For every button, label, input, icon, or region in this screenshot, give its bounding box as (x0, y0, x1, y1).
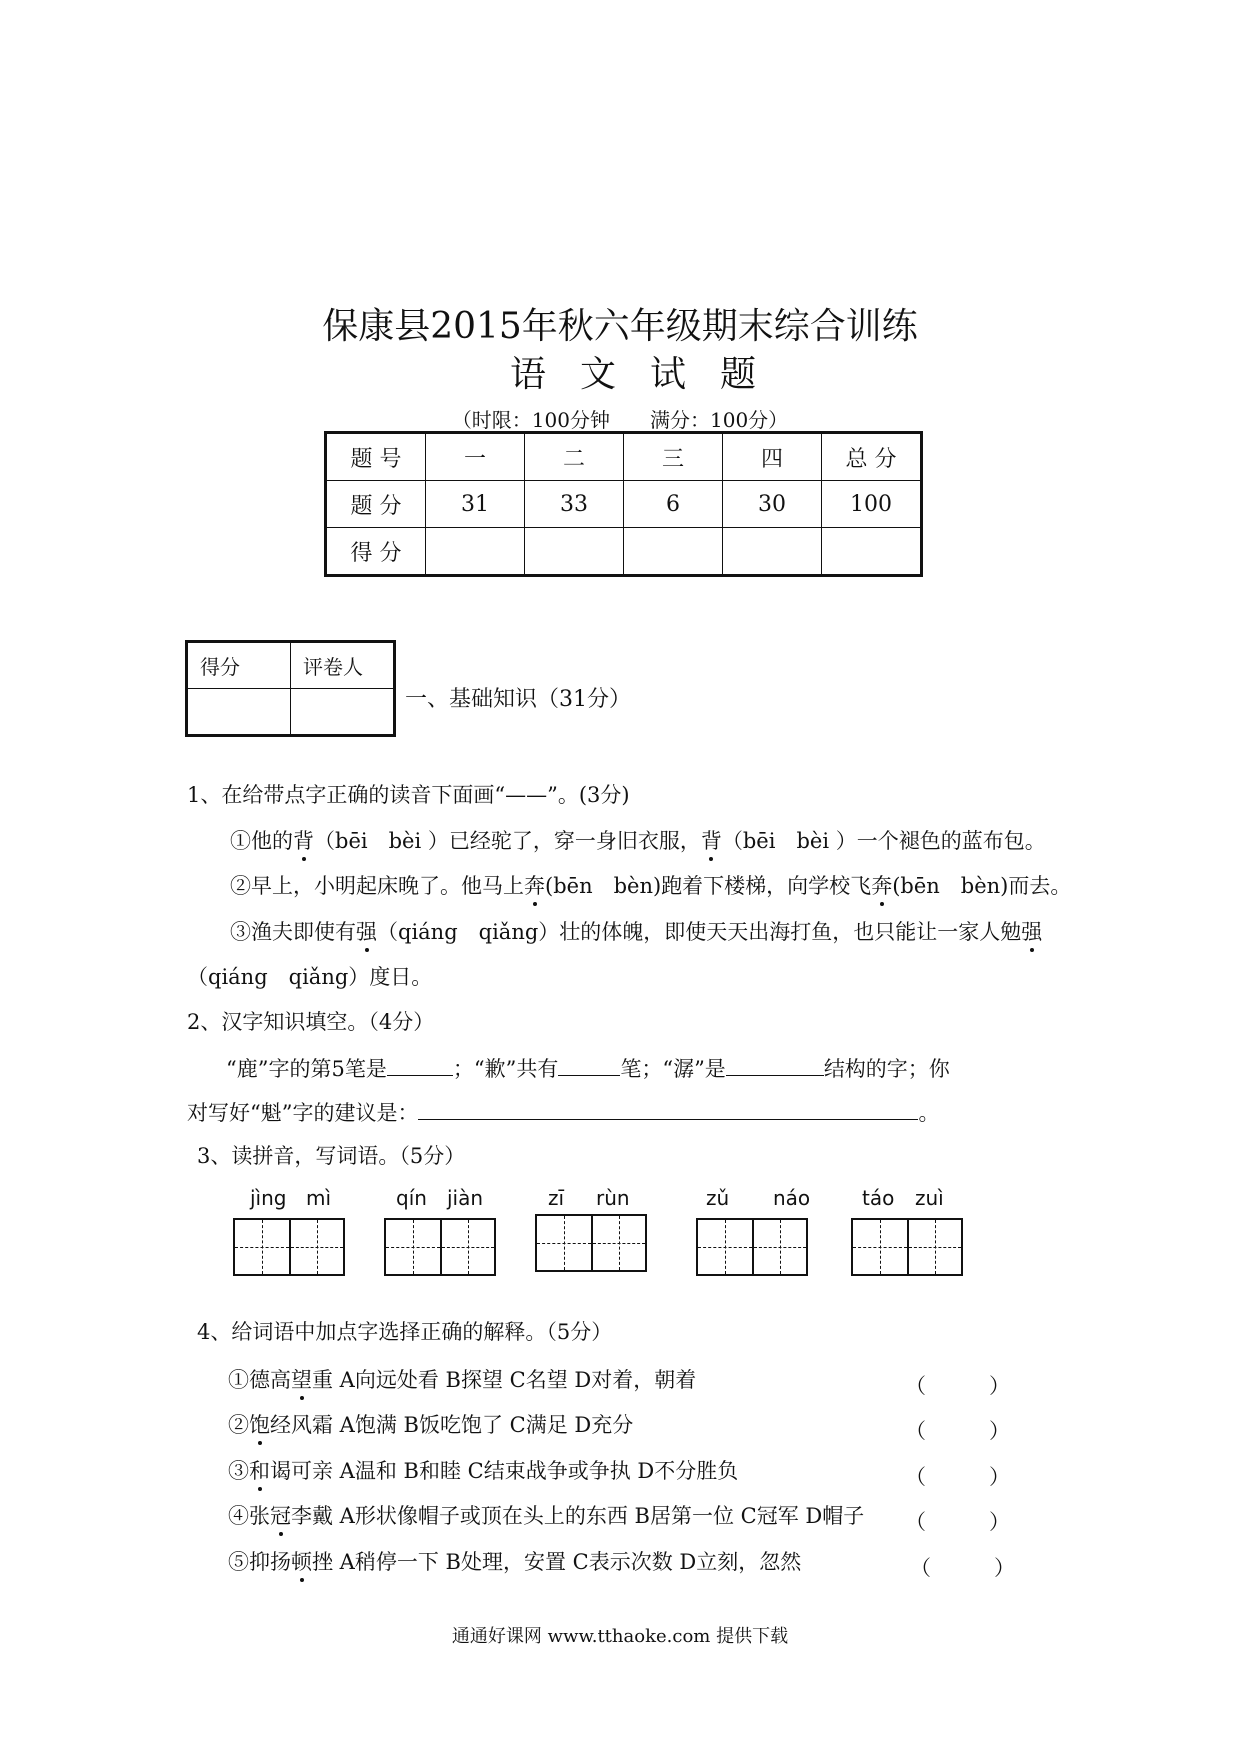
text: ；“歉”共有 (452, 1057, 559, 1081)
pinyin: mì (306, 1186, 332, 1210)
grader-name-label: 评卷人 (291, 642, 395, 689)
dotted-char: 背 (700, 829, 722, 853)
table-cell: 三 (624, 433, 723, 481)
grid-cell[interactable] (289, 1220, 343, 1274)
answer-blank[interactable] (726, 1057, 824, 1076)
table-cell: 一 (426, 433, 525, 481)
dotted-char: 望 (291, 1368, 312, 1392)
score-table (324, 431, 923, 577)
answer-parentheses[interactable]: （ ） (905, 1419, 1010, 1443)
grader-box (185, 640, 396, 737)
pinyin: táo (862, 1186, 895, 1210)
page-footer: 通通好课网 www.tthaoke.com 提供下载 (451, 1626, 789, 1647)
grid-cell[interactable] (386, 1220, 440, 1274)
text: ⑤抑扬 (228, 1550, 291, 1574)
text: 李戴 A形状像帽子或顶在头上的东西 B居第一位 C冠军 D帽子 (291, 1504, 865, 1528)
text: ①德高 (228, 1368, 291, 1392)
table-cell: 得 分 (326, 528, 426, 576)
text: (bēn bèn)而去。 (892, 874, 1072, 898)
score-input-cell[interactable] (624, 528, 723, 576)
text: 重 A向远处看 B探望 C名望 D对着，朝着 (312, 1368, 697, 1392)
table-cell: 33 (525, 481, 624, 528)
text: ①他的 (230, 829, 293, 853)
q4-item (228, 1370, 696, 1391)
grader-score-label: 得分 (187, 642, 291, 689)
section-title: 一、基础知识（31分） (405, 687, 631, 712)
text: 谒可亲 A温和 B和睦 C结束战争或争执 D不分胜负 (270, 1459, 739, 1483)
table-row (326, 528, 922, 576)
pinyin: zǔ (706, 1186, 730, 1210)
dotted-char: 奔 (871, 874, 893, 898)
score-input-cell[interactable] (822, 528, 922, 576)
dotted-char: 背 (293, 829, 314, 853)
table-row (326, 433, 922, 481)
dotted-char: 强 (1021, 920, 1043, 944)
pinyin: rùn (596, 1186, 630, 1210)
q1-stem: 1、在给带点字正确的读音下面画“——”。(3分) (187, 783, 630, 807)
pinyin: zī (548, 1186, 565, 1210)
text: 经风霜 A饱满 B饭吃饱了 C满足 D充分 (270, 1413, 634, 1437)
time-limit: （时限：100分钟 (451, 408, 610, 432)
score-input-cell[interactable] (525, 528, 624, 576)
full-marks: 满分：100分） (650, 408, 789, 432)
dotted-char: 冠 (270, 1504, 291, 1528)
dotted-char: 饱 (249, 1413, 270, 1437)
text: (bēn bèn)跑着下楼梯，向学校飞 (545, 874, 872, 898)
table-cell: 6 (624, 481, 723, 528)
q1-line3 (230, 922, 1042, 943)
grid-cell[interactable] (698, 1220, 752, 1274)
text: （bēi bèi ）已经驼了，穿一身旧衣服， (314, 829, 701, 853)
text: 对写好“魁”字的建议是： (187, 1101, 419, 1125)
answer-blank[interactable] (558, 1057, 620, 1076)
table-cell: 题 分 (326, 481, 426, 528)
table-row (326, 481, 922, 528)
grid-cell[interactable] (752, 1220, 806, 1274)
answer-parentheses[interactable]: （ ） (905, 1510, 1010, 1534)
q2-line1 (226, 1057, 950, 1080)
q4-item (228, 1506, 864, 1527)
grid-cell[interactable] (440, 1220, 494, 1274)
q2-line2 (187, 1101, 939, 1124)
writing-grid[interactable] (696, 1218, 808, 1276)
q4-item (228, 1461, 738, 1482)
grid-cell[interactable] (537, 1216, 591, 1270)
grid-cell[interactable] (235, 1220, 289, 1274)
exam-subtitle: 语文试题 (509, 354, 790, 395)
pinyin: qín (396, 1186, 427, 1210)
writing-grid[interactable] (535, 1214, 647, 1272)
dotted-char: 奔 (524, 874, 545, 898)
table-cell: 30 (723, 481, 822, 528)
answer-blank[interactable] (387, 1057, 453, 1076)
text: 结构的字；你 (823, 1057, 950, 1081)
score-input-cell[interactable] (426, 528, 525, 576)
writing-grid[interactable] (851, 1218, 963, 1276)
pinyin: jiàn (447, 1186, 484, 1210)
text: ④张 (228, 1504, 270, 1528)
text: ③ (228, 1459, 249, 1483)
grid-cell[interactable] (591, 1216, 645, 1270)
q3-stem: 3、读拼音，写词语。（5分） (197, 1144, 466, 1168)
dotted-char: 顿 (291, 1550, 312, 1574)
text: 。 (918, 1101, 940, 1125)
table-cell: 总 分 (822, 433, 922, 481)
text: “鹿”字的第5笔是 (226, 1057, 387, 1081)
table-cell: 31 (426, 481, 525, 528)
exam-meta (0, 404, 1240, 433)
grader-score-field[interactable] (187, 689, 291, 736)
writing-grid[interactable] (384, 1218, 496, 1276)
writing-grid[interactable] (233, 1218, 345, 1276)
text: （bēi bèi ）一个褪色的蓝布包。 (721, 829, 1046, 853)
text: ③渔夫即使有 (230, 920, 356, 944)
text: （qiáng qiǎng）壮的体魄，即使天天出海打鱼，也只能让一家人勉 (377, 920, 1022, 944)
pinyin: zuì (915, 1186, 944, 1210)
pinyin: náo (773, 1186, 811, 1210)
dotted-char: 强 (356, 920, 377, 944)
answer-blank[interactable] (418, 1101, 918, 1120)
grid-cell[interactable] (853, 1220, 907, 1274)
grid-cell[interactable] (907, 1220, 961, 1274)
answer-parentheses[interactable]: （ ） (910, 1556, 1015, 1580)
answer-parentheses[interactable]: （ ） (905, 1374, 1010, 1398)
pinyin: jìng (250, 1186, 287, 1210)
table-cell: 100 (822, 481, 922, 528)
q4-item (228, 1415, 633, 1436)
q4-stem: 4、给词语中加点字选择正确的解释。（5分） (197, 1320, 613, 1344)
answer-parentheses[interactable]: （ ） (905, 1465, 1010, 1489)
text: 挫 A稍停一下 B处理，安置 C表示次数 D立刻，忽然 (312, 1550, 802, 1574)
table-cell: 二 (525, 433, 624, 481)
q1-line2 (230, 876, 1071, 897)
table-cell: 题 号 (326, 433, 426, 481)
grader-name-field[interactable] (291, 689, 395, 736)
text: ② (228, 1413, 249, 1437)
text: 笔；“潺”是 (620, 1057, 726, 1081)
q1-line4: （qiáng qiǎng）度日。 (187, 965, 433, 989)
exam-title: 保康县2015年秋六年级期末综合训练 (322, 306, 918, 347)
text: ②早上，小明起床晚了。他马上 (230, 874, 524, 898)
table-cell: 四 (723, 433, 822, 481)
q4-item (228, 1552, 801, 1573)
dotted-char: 和 (249, 1459, 270, 1483)
q2-stem: 2、汉字知识填空。（4分） (187, 1010, 435, 1034)
score-input-cell[interactable] (723, 528, 822, 576)
q1-line1 (230, 831, 1046, 852)
